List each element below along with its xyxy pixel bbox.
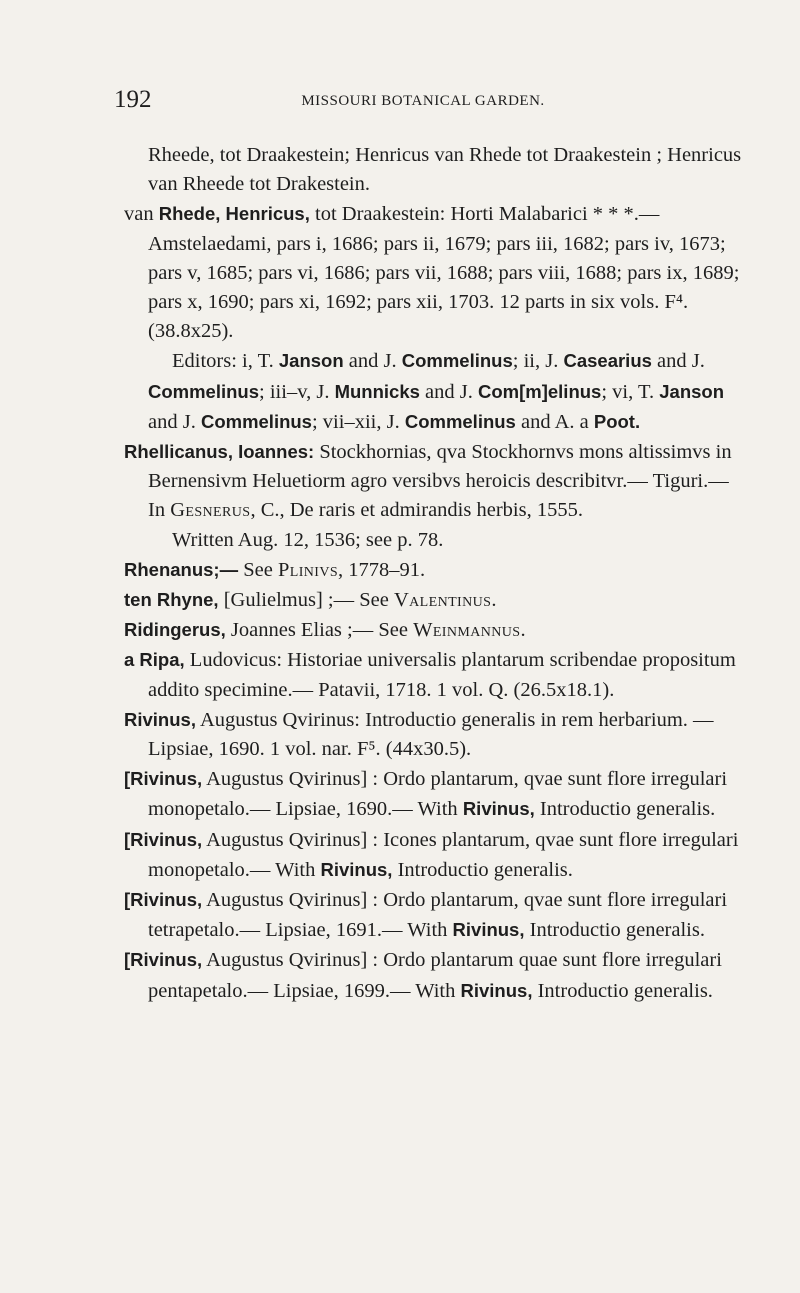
with-name: Rivinus, bbox=[462, 798, 535, 820]
entry-rhede bbox=[124, 199, 742, 437]
entry-text: Augustus Qvirinus] : Icones plantarum, qvae sunt flore irregulari monopetalo.— With bbox=[148, 828, 739, 881]
editor-sep: and J. bbox=[419, 380, 478, 403]
editor-sep: and J. bbox=[651, 350, 705, 373]
entry-crossref: Valentinus bbox=[393, 589, 492, 612]
editor-sep: and J. bbox=[148, 410, 201, 433]
editor-sep: and J. bbox=[343, 350, 402, 373]
editor-name: Munnicks bbox=[334, 380, 420, 402]
editor-sep: ; vi, T. bbox=[601, 380, 660, 403]
entry-heading: a Ripa, bbox=[124, 649, 185, 671]
entry-text-after: , 1778–91. bbox=[338, 558, 426, 581]
entry-ripa bbox=[124, 645, 742, 704]
with-name: Rivinus, bbox=[452, 919, 525, 941]
entry-rhyne bbox=[124, 585, 742, 615]
with-after: Introductio generalis. bbox=[392, 858, 573, 881]
editor-sep: ; iii–v, J. bbox=[259, 380, 335, 403]
entry-heading: Rhede, Henricus, bbox=[158, 203, 310, 225]
editor-name: Com[m]elinus bbox=[478, 380, 602, 402]
entry-text: [Gulielmus] ;— See bbox=[223, 589, 389, 612]
page-header bbox=[0, 86, 800, 120]
editor-sep: ; vii–xii, J. bbox=[311, 410, 405, 433]
editor-name: Casearius bbox=[563, 350, 652, 372]
entry-rhellicanus bbox=[124, 437, 742, 555]
editor-name: Poot. bbox=[593, 410, 641, 432]
entry-rivinus-introductio bbox=[124, 705, 742, 764]
entry-text: Ludovicus: Historiae universalis plantarum scribendae propositum addito specimine.— Patavii, 1718. 1 vol. Q. (26.5x18.1). bbox=[148, 649, 736, 701]
entry-text: See bbox=[243, 558, 273, 581]
entry-heading: [Rivinus, bbox=[124, 889, 203, 911]
entry-editors bbox=[148, 346, 742, 437]
entry-heading: Ridingerus, bbox=[124, 619, 226, 641]
entry-text: Augustus Qvirinus] : Ordo plantarum, qvae sunt flore irregulari tetrapetalo.— Lipsiae, 1691.— With bbox=[148, 889, 728, 942]
with-after: Introductio generalis. bbox=[534, 798, 716, 821]
entry-heading: Rivinus, bbox=[124, 708, 196, 730]
with-after: Introductio generalis. bbox=[524, 919, 705, 942]
entry-prefix: van bbox=[124, 203, 154, 226]
entry-heading: ten Rhyne, bbox=[124, 589, 219, 611]
entry-continuation bbox=[124, 141, 742, 199]
running-title-wrap bbox=[0, 93, 800, 110]
entry-text-after: . bbox=[520, 619, 526, 642]
entry-text: Stockhornias, qva Stockhornvs mons altissimvs in Bernensivm Heluetiorm agro versibvs heroicis describitvr.— Tiguri.—In bbox=[148, 441, 732, 522]
entry-rivinus-icones bbox=[124, 825, 742, 885]
entry-heading: [Rivinus, bbox=[124, 828, 203, 850]
bibliography-entries bbox=[124, 141, 742, 1006]
entry-text: Augustus Qvirinus] : Ordo plantarum, qvae sunt flore irregulari monopetalo.— Lipsiae, 1690.— With bbox=[148, 768, 728, 821]
entry-crossref: Gesnerus bbox=[170, 499, 251, 522]
entry-text: tot Draakestein: Horti Malabarici * * *.— Amstelaedami, pars i, 1686; pars ii, 1679; pars iii, 1682; pars iv, 1673; pars v, 1685; pars vi, 1686; pars vii, 1688; pars viii, 1688; pars ix, 1689; pars x, 1690; pars xi, 1692; pars xii, 1703. 12 parts in six vols. F⁴. (38.8x25). bbox=[148, 203, 740, 343]
entry-text-after: . bbox=[491, 589, 497, 612]
entry-text: Joannes Elias ;— See bbox=[230, 619, 408, 642]
editors-intro: Editors: i, T. bbox=[172, 350, 279, 373]
with-name: Rivinus, bbox=[320, 858, 393, 880]
editor-name: Janson bbox=[659, 380, 725, 402]
editor-name: Janson bbox=[278, 350, 344, 372]
editor-name: Commelinus bbox=[404, 410, 516, 432]
editor-name: Commelinus bbox=[148, 380, 260, 402]
with-after: Introductio generalis. bbox=[532, 979, 713, 1002]
entry-crossref: Weinmannus bbox=[413, 619, 521, 642]
entry-text: Augustus Qvirinus] : Ordo plantarum quae sunt flore irregulari pentapetalo.— Lipsiae, 1699.— With bbox=[148, 949, 722, 1002]
entry-text-after: , C., De raris et admirandis herbis, 1555. bbox=[250, 499, 583, 522]
page-number: 192 bbox=[114, 86, 152, 113]
entry-rhenanus bbox=[124, 555, 742, 585]
editor-sep: and A. a bbox=[515, 410, 594, 433]
editor-name: Commelinus bbox=[401, 350, 513, 372]
with-name: Rivinus, bbox=[460, 979, 533, 1001]
entry-heading: Rhellicanus, Ioannes: bbox=[124, 441, 315, 463]
entry-text: Rheede, tot Draakestein; Henricus van Rhede tot Draakestein ; Henricus van Rheede tot Drakestein. bbox=[148, 144, 742, 196]
entry-heading: [Rivinus, bbox=[124, 768, 203, 790]
editor-sep: ; ii, J. bbox=[512, 350, 564, 373]
editor-name: Commelinus bbox=[200, 410, 312, 432]
entry-ridingerus bbox=[124, 615, 742, 645]
entry-heading: Rhenanus;— bbox=[124, 558, 239, 580]
entry-rivinus-ordo-monopetalo bbox=[124, 764, 742, 824]
entry-rivinus-tetrapetalo bbox=[124, 885, 742, 945]
entry-crossref: Plinivs bbox=[277, 558, 339, 581]
entry-note: Written Aug. 12, 1536; see p. 78. bbox=[172, 528, 444, 551]
entry-heading: [Rivinus, bbox=[124, 949, 203, 971]
entry-text: Augustus Qvirinus: Introductio generalis in rem herbarium. — Lipsiae, 1690. 1 vol. nar. F⁵. (44x30.5). bbox=[148, 708, 714, 761]
entry-rivinus-pentapetalo bbox=[124, 945, 742, 1005]
running-title: MISSOURI BOTANICAL GARDEN. bbox=[301, 93, 545, 109]
